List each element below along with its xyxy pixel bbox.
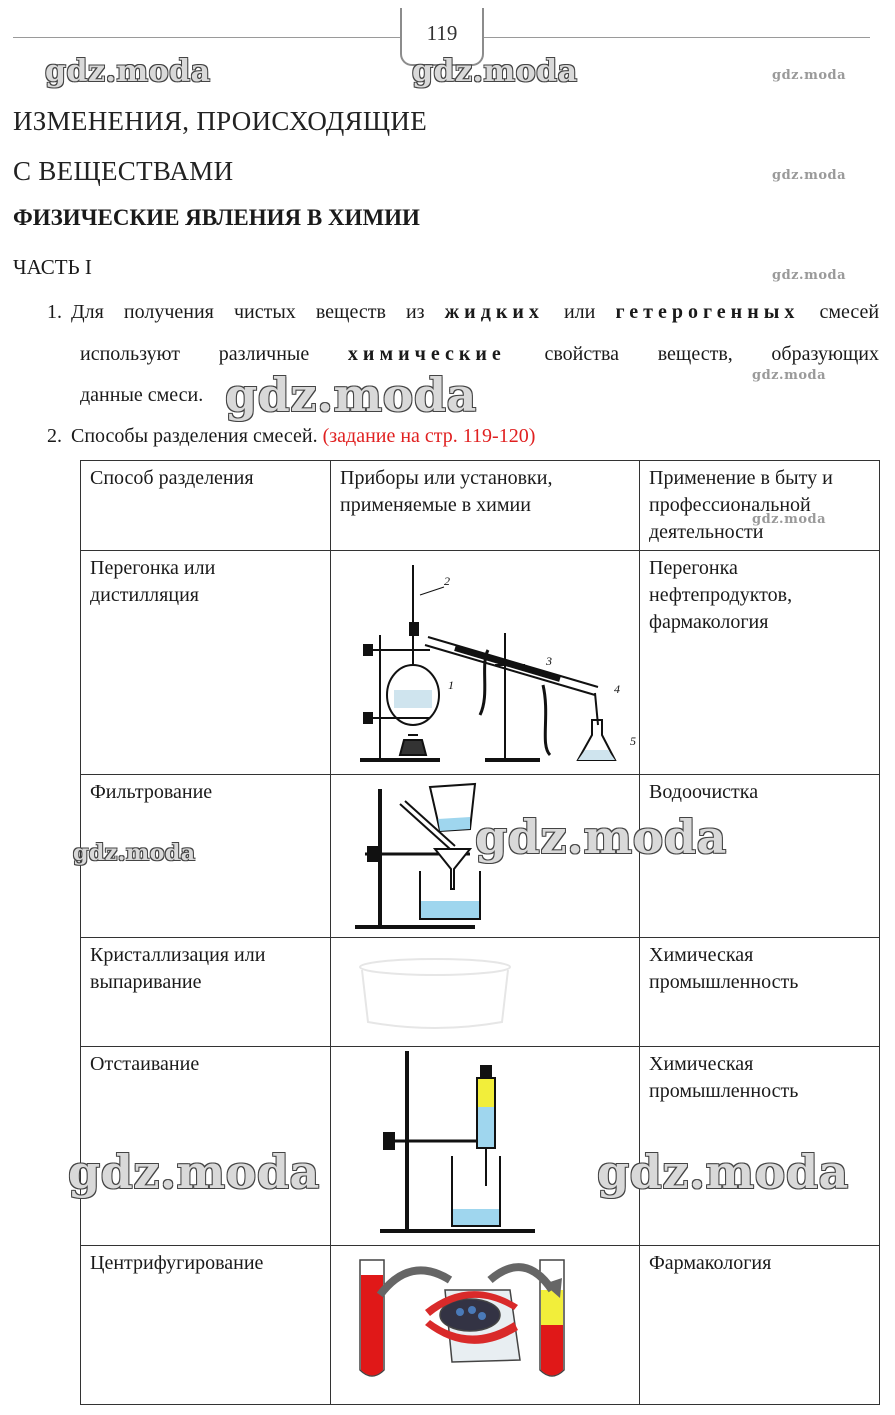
use-cell: Перегонка нефтепродуктов, фармакология — [640, 551, 880, 775]
table-header-cell: Применение в быту и профессиональной деятельности — [640, 461, 880, 551]
use-cell: Химическая промышленность — [640, 938, 880, 1047]
table-header-cell: Приборы или установки, применяемые в химии — [331, 461, 640, 551]
apparatus-label: 1 — [448, 678, 454, 692]
answer-word: гетерогенных — [615, 301, 800, 323]
apparatus-label: 4 — [614, 682, 620, 696]
item1-line2 — [80, 334, 879, 375]
table-row — [81, 551, 880, 775]
watermark: gdz.moda — [772, 68, 847, 83]
evaporation-dish-cell — [331, 938, 640, 1047]
item1-line1 — [71, 292, 879, 333]
watermark: gdz.moda — [772, 168, 847, 183]
watermark: gdz.moda — [45, 54, 211, 89]
item2-line — [71, 416, 535, 457]
watermark: gdz.moda — [475, 810, 727, 864]
distillation-apparatus-image — [340, 555, 649, 770]
method-cell: Перегонка или дистилляция — [81, 551, 331, 775]
watermark: gdz.moda — [68, 1145, 320, 1199]
header-rule-right — [480, 37, 870, 38]
task-reference: (задание на стр. 119-120) — [322, 425, 536, 447]
watermark: gdz.moda — [772, 268, 847, 283]
apparatus-label: 2 — [444, 574, 450, 588]
page-title-line2: С ВЕЩЕСТВАМИ — [13, 156, 234, 186]
item-number: 2. — [47, 425, 62, 447]
answer-word: жидких — [444, 301, 544, 323]
watermark: gdz.moda — [752, 368, 827, 383]
use-cell: Химическая промышленность — [640, 1047, 880, 1246]
watermark: gdz.moda — [597, 1145, 849, 1199]
item1-text: используют различные — [80, 343, 310, 365]
item1-text: смесей — [819, 301, 880, 323]
table-row — [81, 1246, 880, 1405]
answer-word: химические — [347, 343, 506, 365]
separatory-funnel-cell — [331, 1047, 640, 1246]
item1-text: или — [563, 301, 596, 323]
apparatus-label: 3 — [546, 654, 552, 668]
watermark: gdz.moda — [225, 368, 477, 422]
method-cell: Фильтрование — [81, 775, 331, 938]
item1-line3: данные смеси. — [80, 384, 204, 406]
method-cell: Центрифугирование — [81, 1246, 331, 1405]
use-cell: Водоочистка — [640, 775, 880, 938]
separation-methods-table — [80, 460, 880, 1405]
watermark: gdz.moda — [752, 512, 827, 527]
evaporation-dish-image — [340, 942, 649, 1042]
item2-text: Способы разделения смесей. — [71, 425, 318, 447]
watermark: gdz.moda — [73, 840, 196, 866]
table-row — [81, 938, 880, 1047]
part-label: ЧАСТЬ I — [13, 255, 92, 279]
item-number: 1. — [47, 301, 62, 323]
apparatus-label: 5 — [630, 734, 636, 748]
centrifuge-cell — [331, 1246, 640, 1405]
use-cell: Фармакология — [640, 1246, 880, 1405]
section-title: ФИЗИЧЕСКИЕ ЯВЛЕНИЯ В ХИМИИ — [13, 205, 420, 230]
method-cell: Кристаллизация или выпаривание — [81, 938, 331, 1047]
table-header-row — [81, 461, 880, 551]
method-cell: Отстаивание — [81, 1047, 331, 1246]
item1-text: свойства веществ, образующих — [544, 343, 880, 365]
watermark: gdz.moda — [412, 54, 578, 89]
page-number: 119 — [400, 8, 484, 66]
header-rule-left — [13, 37, 400, 38]
item1-text: Для получения чистых веществ из — [71, 301, 425, 323]
page-title-line1: ИЗМЕНЕНИЯ, ПРОИСХОДЯЩИЕ — [13, 106, 428, 136]
distillation-apparatus-cell — [331, 551, 640, 775]
table-header-cell: Способ разделения — [81, 461, 331, 551]
centrifuge-image — [340, 1250, 649, 1400]
